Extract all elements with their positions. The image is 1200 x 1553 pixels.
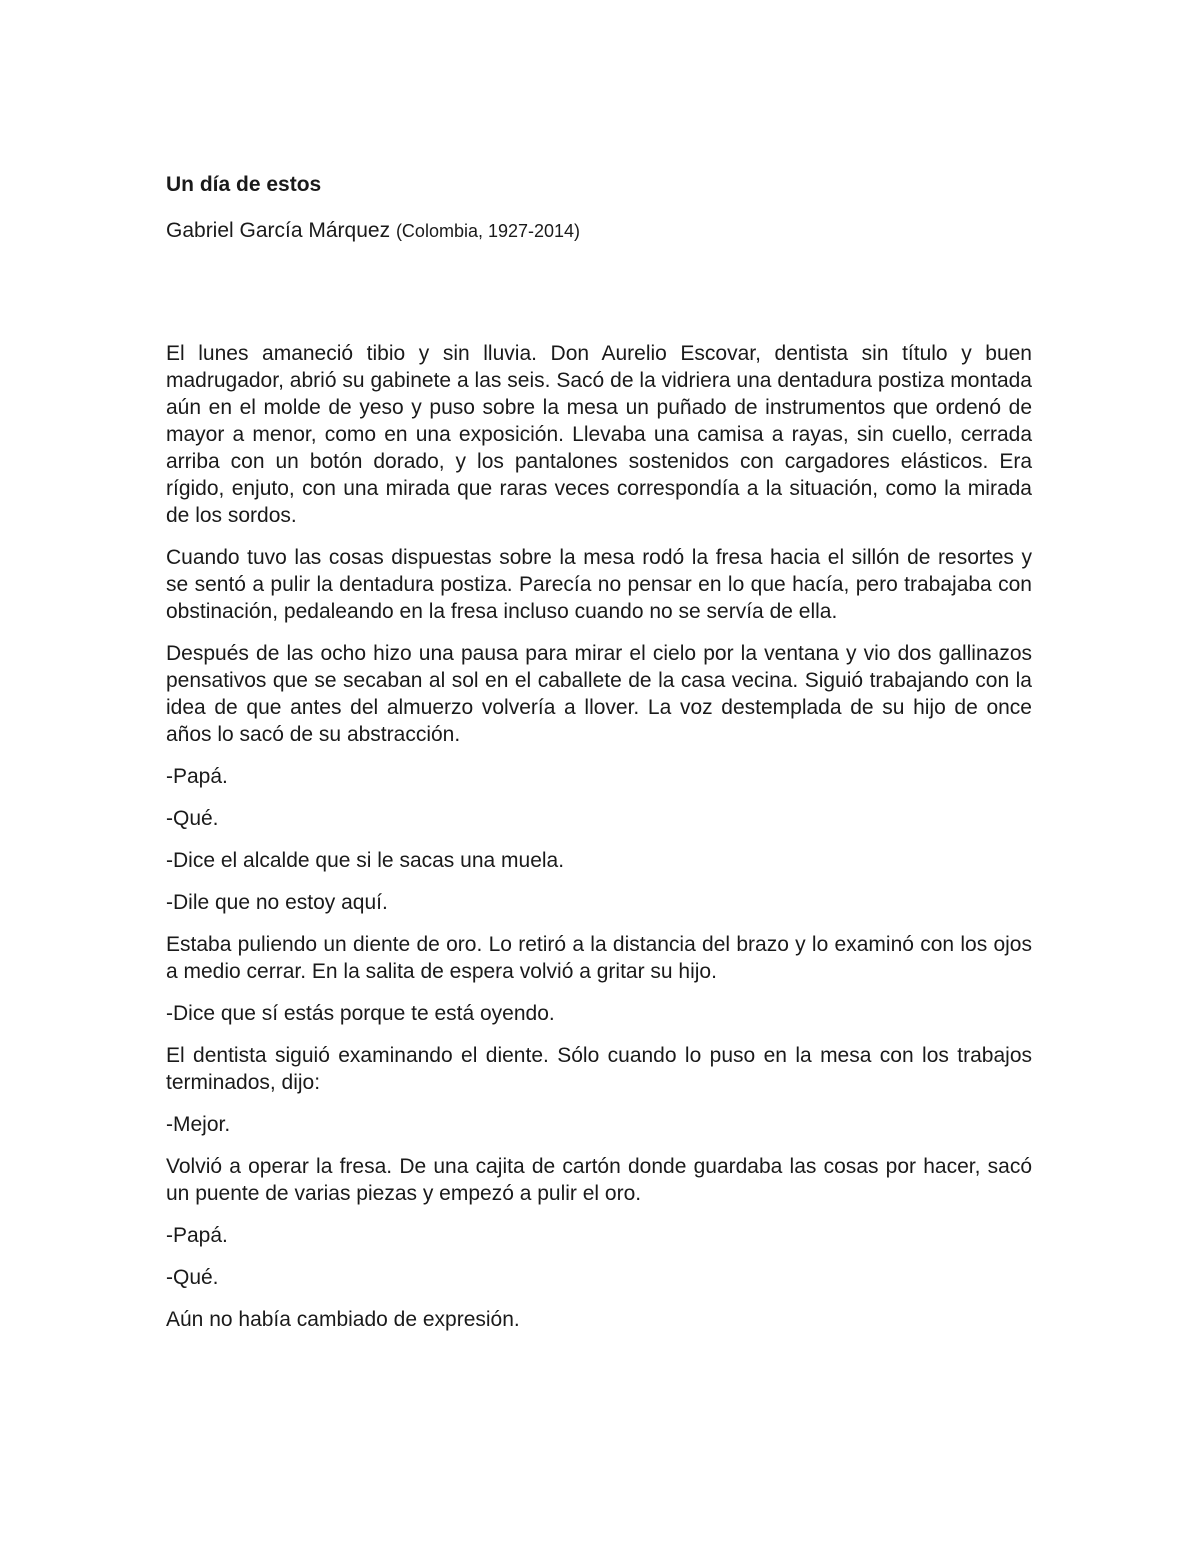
author-name: Gabriel García Márquez xyxy=(166,219,391,242)
paragraph: El dentista siguió examinando el diente. Sólo cuando lo puso en la mesa con los trabajos terminados, dijo: xyxy=(166,1044,1032,1094)
paragraph: Estaba puliendo un diente de oro. Lo retiró a la distancia del brazo y lo examinó con los ojos a medio cerrar. En la salita de espera volvió a gritar su hijo. xyxy=(166,933,1032,983)
dialogue-line: -Mejor. xyxy=(166,1113,231,1136)
paragraph: Aún no había cambiado de expresión. xyxy=(166,1308,520,1331)
author-line xyxy=(166,217,1032,245)
dialogue-line: -Dice que sí estás porque te está oyendo. xyxy=(166,1002,555,1025)
author-details: (Colombia, 1927-2014) xyxy=(395,221,581,241)
paragraph: Después de las ocho hizo una pausa para mirar el cielo por la ventana y vio dos gallinazos pensativos que se secaban al sol en el caballete de la casa vecina. Siguió trabajando con la idea de que antes del almuerzo volvería a llover. La voz destemplada de su hijo de once años lo sacó de su abstracción. xyxy=(166,642,1032,746)
paragraph: Volvió a operar la fresa. De una cajita de cartón donde guardaba las cosas por hacer, sacó un puente de varias piezas y empezó a pulir el oro. xyxy=(166,1155,1032,1205)
document-body xyxy=(166,171,1032,1348)
paragraph: Cuando tuvo las cosas dispuestas sobre la mesa rodó la fresa hacia el sillón de resortes y se sentó a pulir la dentadura postiza. Parecía no pensar en lo que hacía, pero trabajaba con obstinación, pedaleando en la fresa incluso cuando no se servía de ella. xyxy=(166,546,1032,623)
paragraph: El lunes amaneció tibio y sin lluvia. Don Aurelio Escovar, dentista sin título y buen madrugador, abrió su gabinete a las seis. Sacó de la vidriera una dentadura postiza montada aún en el molde de yeso y puso sobre la mesa un puñado de instrumentos que ordenó de mayor a menor, como en una exposición. Llevaba una camisa a rayas, sin cuello, cerrada arriba con un botón dorado, y los pantalones sostenidos con cargadores elásticos. Era rígido, enjuto, con una mirada que raras veces correspondía a la situación, como la mirada de los sordos. xyxy=(166,342,1032,527)
dialogue-line: -Dile que no estoy aquí. xyxy=(166,891,388,914)
dialogue-line: -Papá. xyxy=(166,765,228,788)
story-title: Un día de estos xyxy=(166,173,322,196)
dialogue-line: -Qué. xyxy=(166,807,219,830)
dialogue-line: -Dice el alcalde que si le sacas una muela. xyxy=(166,849,565,872)
dialogue-line: -Papá. xyxy=(166,1224,228,1247)
dialogue-line: -Qué. xyxy=(166,1266,219,1289)
